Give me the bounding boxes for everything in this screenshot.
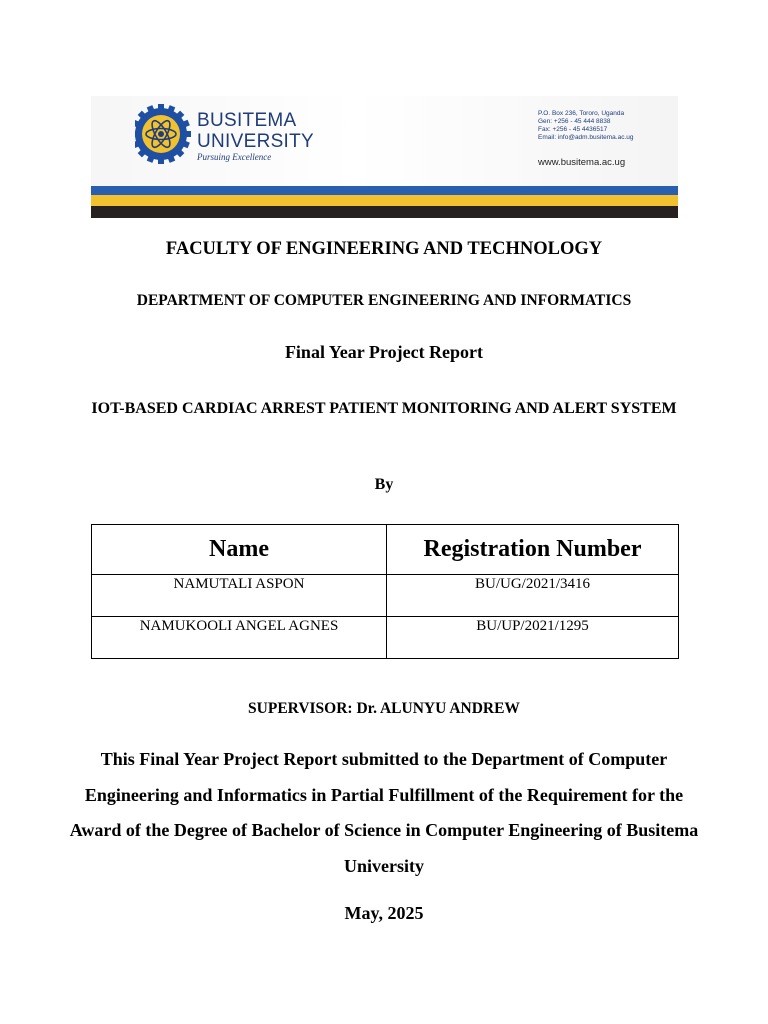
submission-statement: This Final Year Project Report submitted to the Department of Computer Engineering and Informatics in Partial Fulfillment of the Requirement for the Award of the Degree of Bachelor of Science in Computer Engineering of Busitema University: [69, 749, 699, 876]
supervisor-line: SUPERVISOR: Dr. ALUNYU ANDREW: [248, 700, 520, 717]
blue-stripe: [91, 186, 678, 195]
university-name: [197, 110, 314, 152]
name-column-header: Name: [92, 525, 387, 575]
contact-fax: Fax: +256 - 45 4436517: [538, 126, 608, 133]
yellow-stripe: [91, 195, 678, 206]
table-header-row: [92, 525, 679, 575]
university-seal-logo: [135, 102, 191, 170]
university-name-line2: UNIVERSITY: [197, 131, 315, 152]
report-type: Final Year Project Report: [284, 342, 484, 362]
letterhead: [91, 96, 678, 218]
student-name: NAMUKOOLI ANGEL AGNES: [92, 617, 387, 659]
registration-number: BU/UP/2021/1295: [387, 617, 679, 659]
by-label: By: [374, 476, 394, 493]
project-title: IOT-BASED CARDIAC ARREST PATIENT MONITORING AND ALERT SYSTEM: [91, 400, 677, 417]
contact-general-phone: Gen: +256 - 45 444 8838: [538, 118, 611, 125]
submission-date: May, 2025: [344, 903, 424, 923]
students-table: [91, 524, 679, 659]
university-website: www.busitema.ac.ug: [538, 157, 626, 168]
university-name-line1: BUSITEMA: [197, 110, 297, 131]
faculty-heading: FACULTY OF ENGINEERING AND TECHNOLOGY: [165, 239, 603, 259]
table-row: [92, 575, 679, 617]
contact-block: [538, 110, 633, 142]
registration-number: BU/UG/2021/3416: [387, 575, 679, 617]
black-stripe: [91, 206, 678, 218]
table-row: [92, 617, 679, 659]
registration-column-header: Registration Number: [387, 525, 679, 575]
department-heading: DEPARTMENT OF COMPUTER ENGINEERING AND INFORMATICS: [136, 292, 632, 309]
student-name: NAMUTALI ASPON: [92, 575, 387, 617]
contact-email: Email: info@adm.busitema.ac.ug: [538, 134, 634, 141]
contact-address: P.O. Box 236, Tororo, Uganda: [538, 110, 625, 117]
university-motto: Pursuing Excellence: [197, 152, 272, 162]
